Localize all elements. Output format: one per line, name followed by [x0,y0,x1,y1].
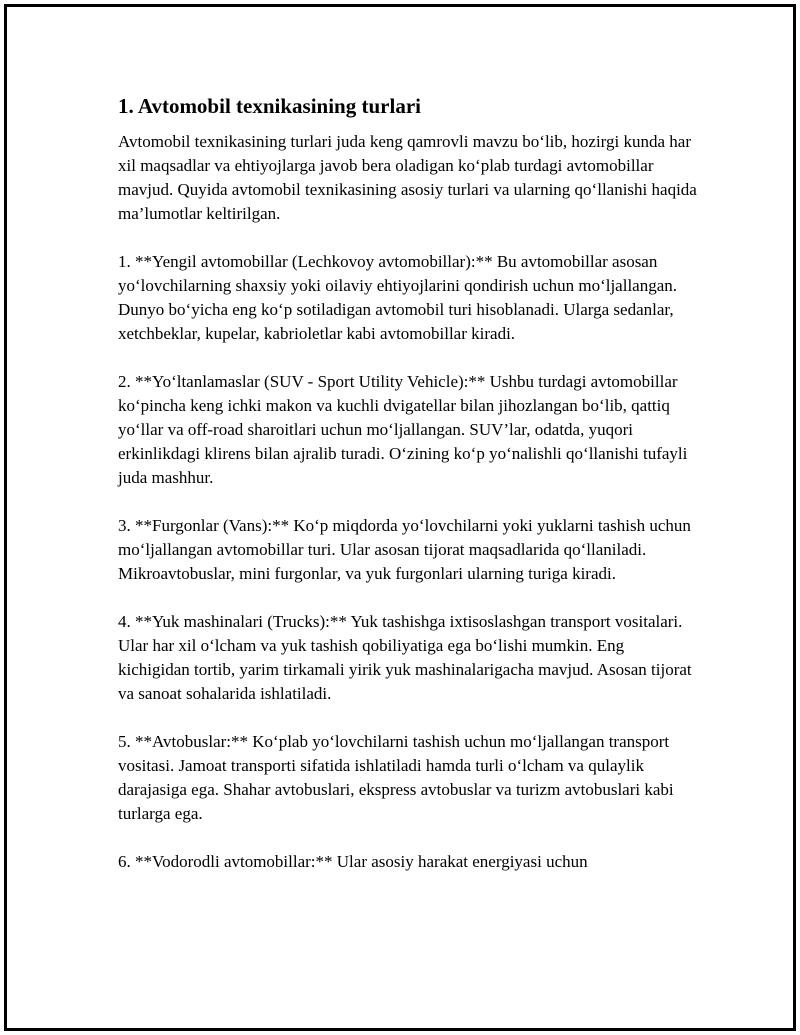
paragraph-yuk-mashinalari: 4. **Yuk mashinalari (Trucks):** Yuk tashishga ixtisoslashgan transport vositalari. Ular har xil o‘lcham va yuk tashish qobiliyatiga ega bo‘lishi mumkin. Eng kichigidan tortib, yarim tirkamali yirik yuk mashinalarigacha mavjud. Asosan tijorat va sanoat sohalarida ishlatiladi. [118,612,692,703]
intro-paragraph: Avtomobil texnikasining turlari juda keng qamrovli mavzu bo‘lib, hozirgi kunda har xil maqsadlar va ehtiyojlarga javob bera oladigan ko‘plab turdagi avtomobillar mavjud. Quyida avtomobil texnikasining asosiy turlari va ularning qo‘llanishi haqida ma’lumotlar keltirilgan. [118,132,697,223]
document-body [118,92,698,898]
paragraph-avtobuslar: 5. **Avtobuslar:** Ko‘plab yo‘lovchilarni tashish uchun mo‘ljallangan transport vositasi. Jamoat transporti sifatida ishlatiladi hamda turli o‘lcham va qulaylik darajasiga ega. Shahar avtobuslari, ekspress avtobuslar va turizm avtobuslari kabi turlarga ega. [118,732,674,823]
paragraph-furgonlar: 3. **Furgonlar (Vans):** Ko‘p miqdorda yo‘lovchilarni yoki yuklarni tashish uchun mo‘ljallangan avtomobillar turi. Ular asosan tijorat maqsadlarida qo‘llaniladi. Mikroavtobuslar, mini furgonlar, va yuk furgonlari ularning turiga kiradi. [118,516,691,583]
paragraph-yengil-avtomobillar: 1. **Yengil avtomobillar (Lechkovoy avtomobillar):** Bu avtomobillar asosan yo‘lovchilarning shaxsiy yoki oilaviy ehtiyojlarini qondirish uchun mo‘ljallangan. Dunyo bo‘yicha eng ko‘p sotiladigan avtomobil turi hisoblanadi. Ularga sedanlar, xetchbeklar, kupelar, kabrioletlar kabi avtomobillar kiradi. [118,252,678,343]
paragraph-suv: 2. **Yo‘ltanlamaslar (SUV - Sport Utility Vehicle):** Ushbu turdagi avtomobillar ko‘pincha keng ichki makon va kuchli dvigatellar bilan jihozlangan bo‘lib, qattiq yo‘llar va off-road sharoitlari uchun mo‘ljallangan. SUV’lar, odatda, yuqori erkinlikdagi klirens bilan ajralib turadi. O‘zining ko‘p yo‘nalishli qo‘llanishi tufayli juda mashhur. [118,372,688,487]
section-heading: 1. Avtomobil texnikasining turlari [118,94,421,118]
paragraph-vodorodli-avtomobillar: 6. **Vodorodli avtomobillar:** Ular asosiy harakat energiyasi uchun [118,852,588,871]
